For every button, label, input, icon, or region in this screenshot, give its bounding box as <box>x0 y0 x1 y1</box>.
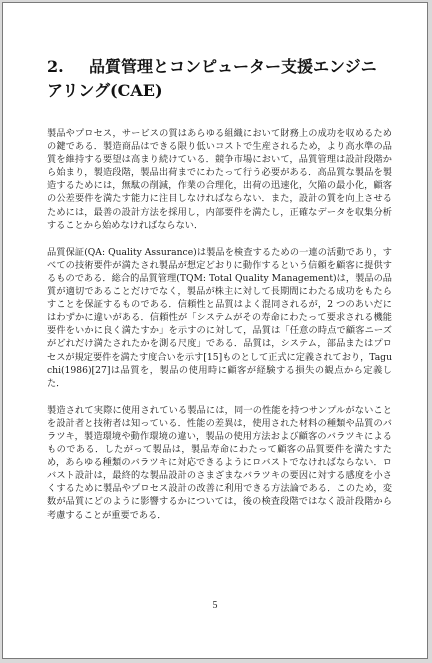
section-title: 品質管理とコンピューター支援エンジニアリング(CAE) <box>47 57 377 100</box>
section-number: 2. <box>47 57 64 76</box>
document-page <box>2 2 428 659</box>
paragraph-robust-design: 製造されて実際に使用されている製品には，同一の性能を持つサンプルがないことを設計者と技術者は知っている．性能の差異は，使用された材料の種類や品質のバラツキ，製造環境や動作環境の違い，製品の使用方法および顧客のバラツキによるものである．したがって製品は，製品寿命にわたって顧客の品質要件を満たすため，あらゆる種類のバラツキに対応できるようにロバストでなければならない．ロバスト設計は，最終的な製品設計のさまざまなバラツキの要因に対する感度を小さくするために製品やプロセス設計の改善に利用できる方法論である．このため，変数が品質にどのように影響するかについては，後の検査段階ではなく設計段階から考慮することが重要である． <box>47 404 392 521</box>
paragraph-quality-assurance: 品質保証(QA: Quality Assurance)は製品を検査するための一連の活動であり，すべての技術要件が満たされ製品が想定どおりに動作するという信頼を顧客に提供するものである．総合的品質管理(TQM: Total Quality Management)は，製品の品質が適切であることだけでなく，製品が株主に対して長期間にわたる成功をもたらすことを保証するものである．信頼性と品質はよく混同されるが，2 つのあいだにはわずかに違いがある．信頼性が「システムがその寿命にわたって要求される機能要件をいかに良く満たすか」を示すのに対して，品質は「任意の時点で顧客ニーズがどれだけ満たされたかを測る尺度」である．品質は，システム，部品またはプロセスが規定要件を満たす度合いを示す[15]ものとして正式に定義されており，Taguchi(1986)[27]は品質を，製品の使用時に顧客が経験する損失の観点から定義した． <box>47 246 392 389</box>
page-number: 5 <box>212 600 218 611</box>
body-text <box>47 127 392 536</box>
paragraph-cae-intro: 製品やプロセス，サービスの質はあらゆる組織において財務上の成功を収めるための鍵である．製造商品はできる限り低いコストで生産されるため，より高水準の品質を維持する要望は高まり続けている．競争市場において，品質管理は設計段階から始まり，製造段階，製品出荷までにわたって行う必要がある．高品質な製品を製造するためには，無駄の削減，作業の合理化，出荷の迅速化，欠陥の最小化，顧客の公差要件を満たす能力に注目しなければならない．また，設計の質を向上させるためには，最善の設計方法を採用し，内部要件を満たし，正確なデータを収集分析することから始めなければならない． <box>47 128 392 231</box>
section-heading <box>47 55 392 103</box>
